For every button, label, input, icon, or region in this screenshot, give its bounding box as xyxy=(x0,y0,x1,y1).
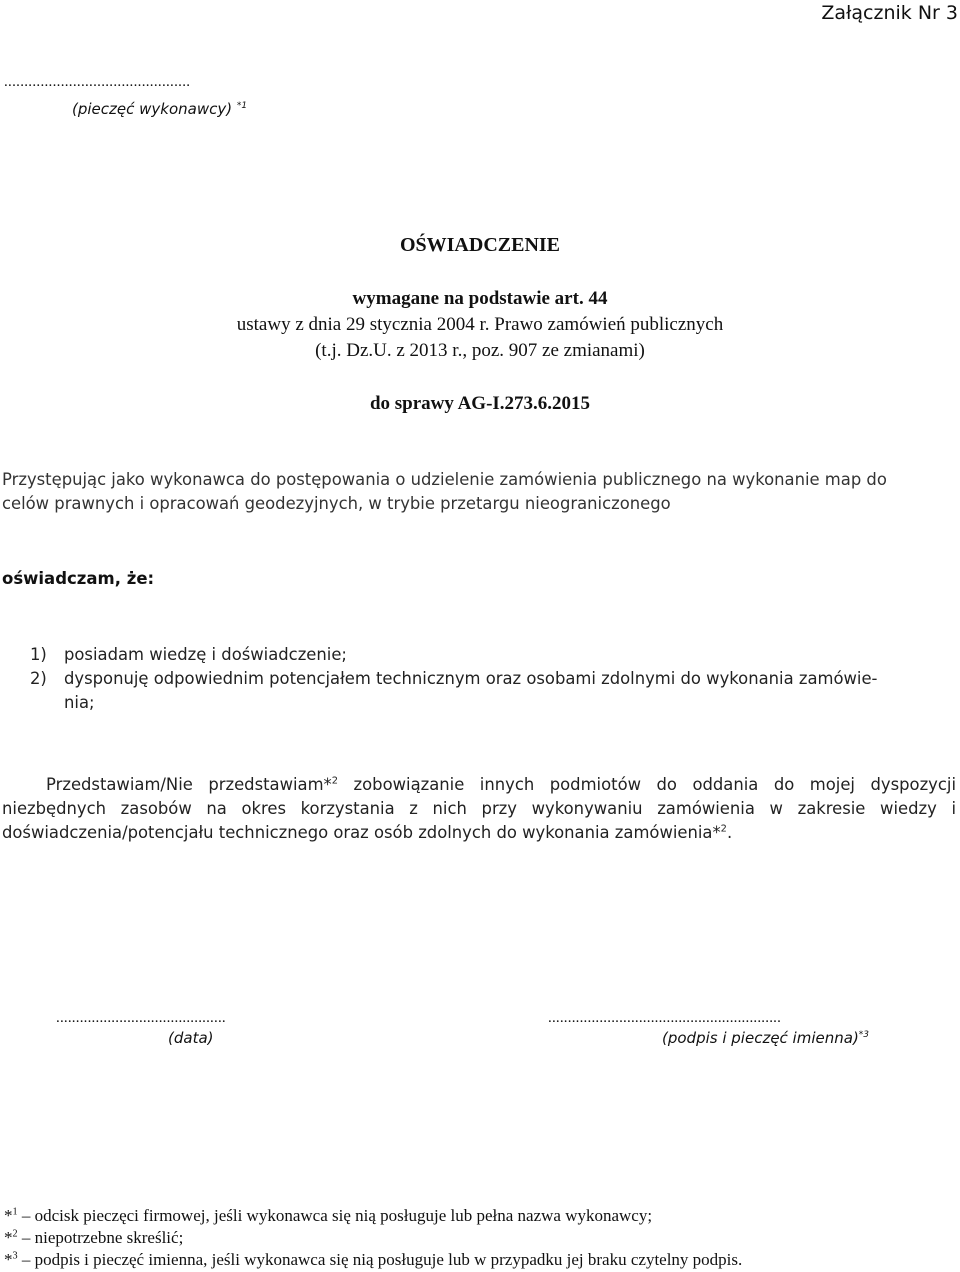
list-item-cont-text: nia; xyxy=(64,693,95,712)
legal-basis-line1: wymagane na podstawie art. 44 xyxy=(352,288,608,309)
footnote-star: * xyxy=(4,1228,13,1247)
stamp-sup: *1 xyxy=(236,101,248,111)
intro-text xyxy=(2,468,958,516)
stamp-label xyxy=(72,100,247,118)
signature-sup: *3 xyxy=(858,1030,870,1040)
list-item-number: 1) xyxy=(30,645,47,664)
footnote-item xyxy=(4,1227,742,1249)
signature-label-text: (podpis i pieczęć imienna) xyxy=(662,1029,859,1047)
representation-paragraph xyxy=(2,773,956,845)
paragraph-part1: Przedstawiam/Nie przedstawiam* xyxy=(46,775,332,794)
legal-basis-line3: (t.j. Dz.U. z 2013 r., poz. 907 ze zmianami) xyxy=(315,340,645,361)
footnote-item xyxy=(4,1205,742,1227)
footnote-text: – niepotrzebne skreślić; xyxy=(17,1228,184,1247)
annex-label: Załącznik Nr 3 xyxy=(821,2,958,24)
signature-dots: ........................................................... xyxy=(548,1010,782,1026)
legal-basis-line2: ustawy z dnia 29 stycznia 2004 r. Prawo zamówień publicznych xyxy=(236,314,724,335)
declare-label: oświadczam, że: xyxy=(2,569,155,588)
footnote-item xyxy=(4,1249,742,1271)
list-item-continuation xyxy=(30,691,877,715)
list-item xyxy=(30,643,877,667)
list-item-text: posiadam wiedzę i doświadczenie; xyxy=(64,645,347,664)
footnote-sup: 2 xyxy=(12,1228,18,1240)
paragraph-sup1: 2 xyxy=(331,775,339,787)
footnote-star: * xyxy=(4,1250,13,1269)
signature-label xyxy=(662,1029,869,1047)
stamp-label-text: (pieczęć wykonawcy) xyxy=(72,100,233,118)
intro-line2: celów prawnych i opracowań geodezyjnych, w trybie przetargu nieograniczonego xyxy=(2,494,671,513)
date-dots: ........................................... xyxy=(56,1010,226,1026)
date-label: (data) xyxy=(168,1029,214,1047)
list-item-number: 2) xyxy=(30,669,47,688)
footnotes xyxy=(4,1205,742,1271)
list-item-text: dysponuję odpowiednim potencjałem technicznym oraz osobami zdolnymi do wykonania zamówie- xyxy=(64,669,878,688)
list-item xyxy=(30,667,877,691)
footnote-star: * xyxy=(4,1206,13,1225)
paragraph-part2: zobowiązanie innych podmiotów do oddania do mojej dyspozycji niezbędnych zasobów na okres korzystania z nich przy wykonywaniu zamówienia w zakresie wiedzy i doświadczenia/potencjału technicznego oraz osób zdolnych do wykonania zamówienia* xyxy=(2,775,957,842)
footnote-sup: 3 xyxy=(12,1250,18,1262)
footnote-sup: 1 xyxy=(12,1206,18,1218)
document-heading: OŚWIADCZENIE xyxy=(399,234,561,256)
case-number: do sprawy AG-I.273.6.2015 xyxy=(369,393,591,414)
paragraph-end: . xyxy=(726,823,733,842)
stamp-dots: .............................................. xyxy=(4,74,191,90)
footnote-text: – podpis i pieczęć imienna, jeśli wykonawca się nią posługuje lub w przypadku jej braku czytelny podpis. xyxy=(17,1250,743,1269)
legal-basis xyxy=(0,286,960,364)
intro-line1: Przystępując jako wykonawca do postępowania o udzielenie zamówienia publicznego na wykonanie map do xyxy=(2,470,887,489)
declaration-list xyxy=(30,643,877,715)
paragraph-sup2: 2 xyxy=(720,823,727,835)
footnote-text: – odcisk pieczęci firmowej, jeśli wykonawca się nią posługuje lub pełna nazwa wykonawcy; xyxy=(17,1206,653,1225)
